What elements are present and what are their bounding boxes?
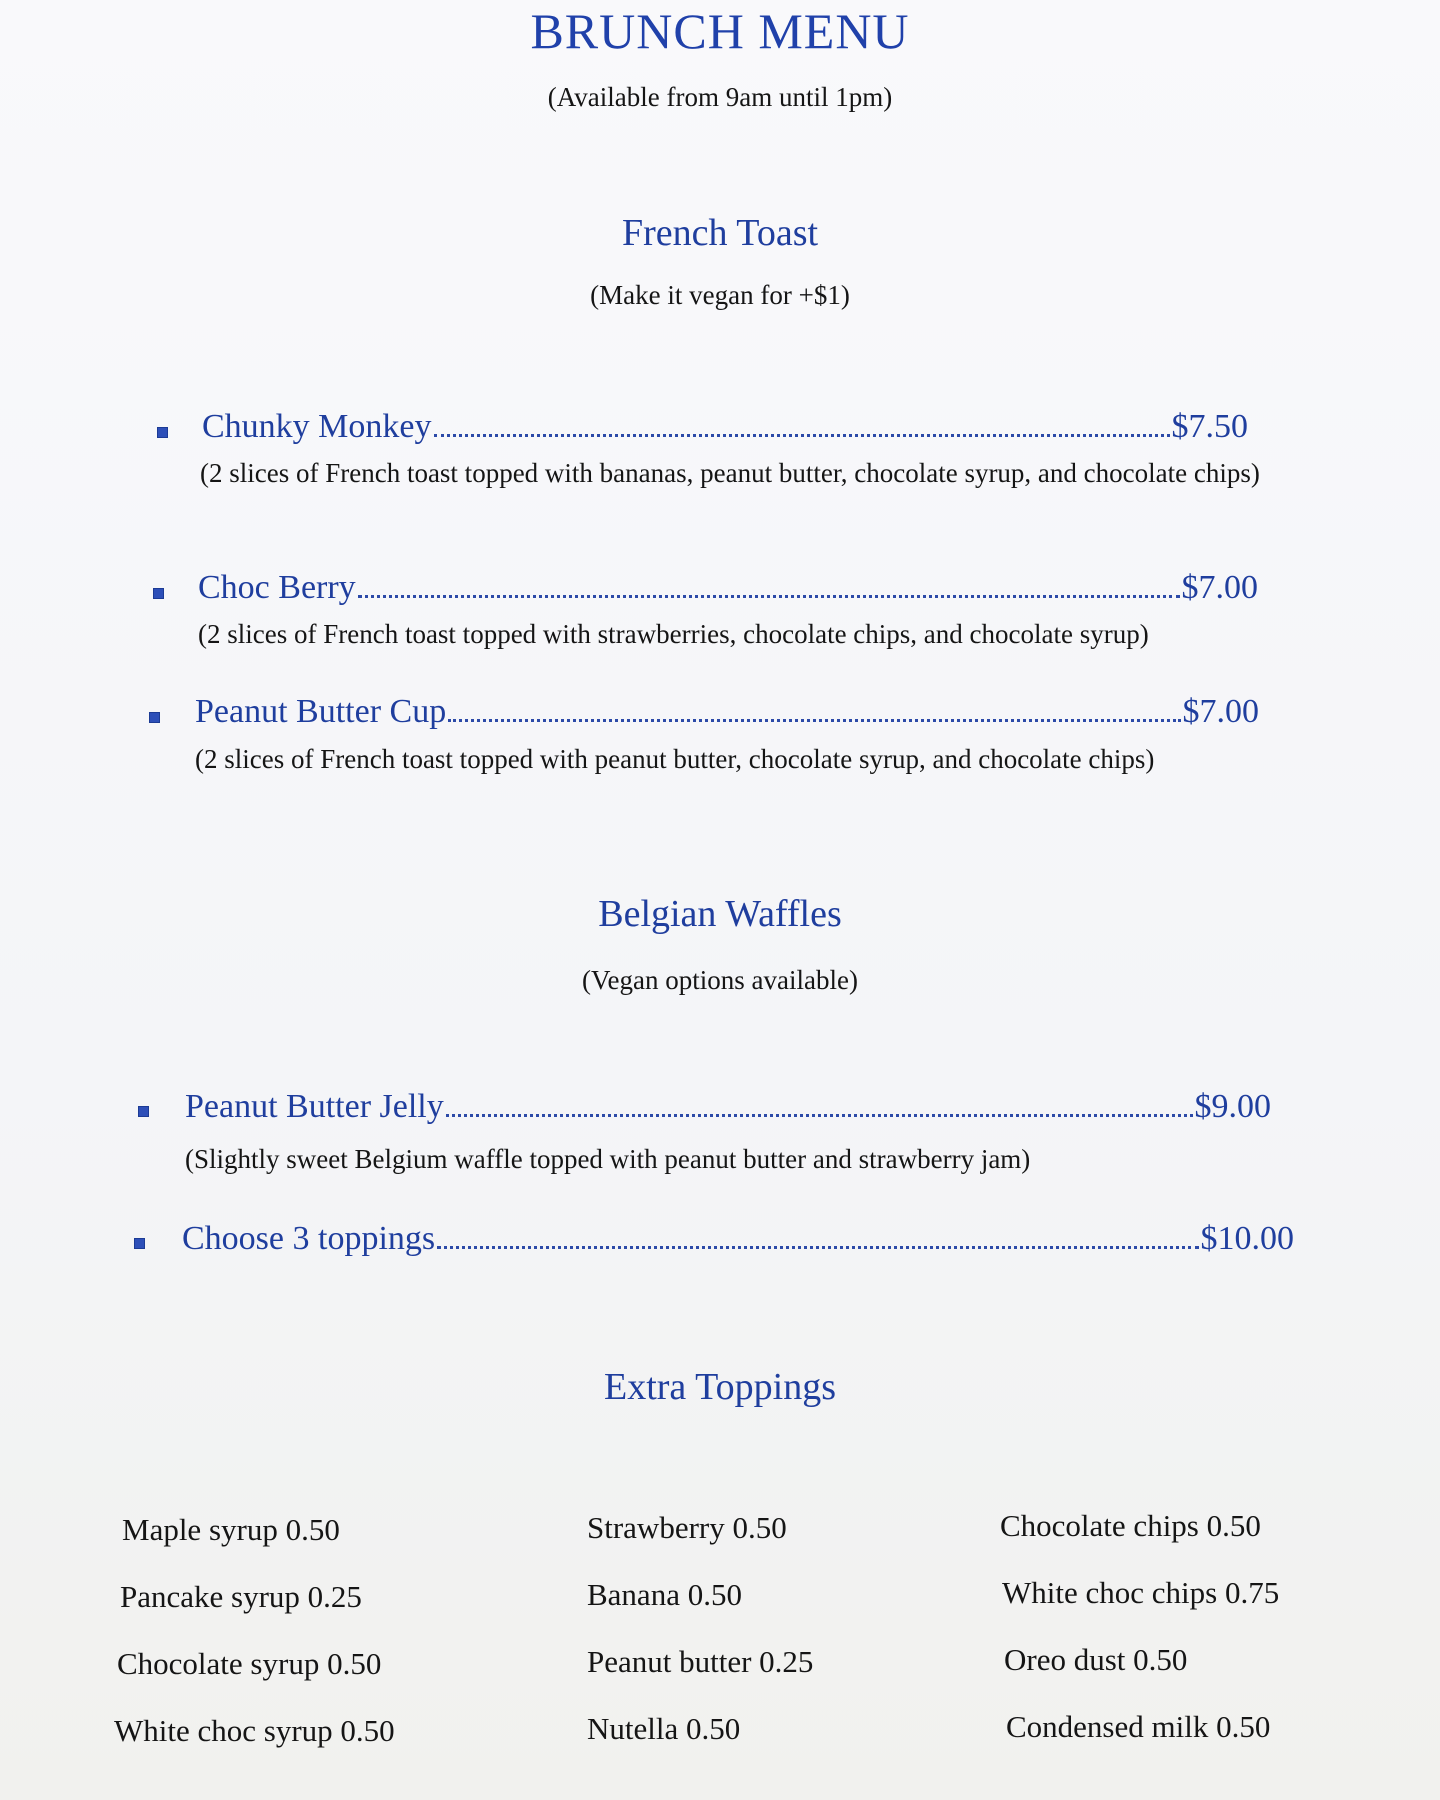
french-toast-heading: French Toast <box>621 212 819 254</box>
item-price: $7.00 <box>1182 693 1259 730</box>
bullet-icon <box>153 588 164 599</box>
french-toast-note: (Make it vegan for +$1) <box>590 280 850 310</box>
item-price: $7.50 <box>1171 408 1248 445</box>
item-name: Peanut Butter Cup <box>195 693 447 730</box>
item-name: Chunky Monkey <box>202 408 432 445</box>
topping-item: Condensed milk 0.50 <box>1006 1709 1271 1744</box>
topping-item: Strawberry 0.50 <box>587 1510 787 1545</box>
item-description: (2 slices of French toast topped with strawberries, chocolate chips, and chocolate syrup) <box>198 619 1149 649</box>
menu-availability: (Available from 9am until 1pm) <box>547 82 893 112</box>
topping-item: Chocolate chips 0.50 <box>1000 1508 1261 1543</box>
bullet-icon <box>149 712 160 723</box>
topping-item: Nutella 0.50 <box>587 1711 741 1746</box>
menu-item <box>195 693 1259 731</box>
bullet-icon <box>157 427 168 438</box>
leader-dots <box>358 595 1180 598</box>
belgian-waffles-note: (Vegan options available) <box>582 965 858 995</box>
item-price: $7.00 <box>1181 569 1258 606</box>
leader-dots <box>437 1246 1198 1249</box>
belgian-waffles-heading: Belgian Waffles <box>598 893 842 935</box>
topping-item: Chocolate syrup 0.50 <box>117 1646 382 1681</box>
bullet-icon <box>138 1106 149 1117</box>
topping-item: Pancake syrup 0.25 <box>120 1579 362 1614</box>
item-price: $10.00 <box>1200 1220 1294 1257</box>
item-description: (Slightly sweet Belgium waffle topped with peanut butter and strawberry jam) <box>185 1144 1031 1174</box>
topping-item: Oreo dust 0.50 <box>1004 1642 1188 1677</box>
item-description: (2 slices of French toast topped with peanut butter, chocolate syrup, and chocolate chips) <box>195 744 1155 774</box>
menu-item <box>198 569 1258 607</box>
item-name: Peanut Butter Jelly <box>185 1088 444 1125</box>
topping-item: Peanut butter 0.25 <box>587 1644 814 1679</box>
item-price: $9.00 <box>1194 1088 1271 1125</box>
leader-dots <box>446 1114 1193 1117</box>
menu-item <box>182 1220 1294 1258</box>
menu-item <box>202 408 1248 446</box>
topping-item: Maple syrup 0.50 <box>122 1512 340 1547</box>
menu-item <box>185 1088 1271 1126</box>
leader-dots <box>434 434 1170 437</box>
topping-item: White choc syrup 0.50 <box>114 1713 395 1748</box>
bullet-icon <box>134 1238 145 1249</box>
menu-title: BRUNCH MENU <box>530 3 910 59</box>
item-description: (2 slices of French toast topped with bananas, peanut butter, chocolate syrup, and chocolate chips) <box>200 458 1260 488</box>
extra-toppings-heading: Extra Toppings <box>603 1366 836 1408</box>
topping-item: Banana 0.50 <box>587 1577 742 1612</box>
topping-item: White choc chips 0.75 <box>1002 1575 1280 1610</box>
item-name: Choc Berry <box>198 569 356 606</box>
item-name: Choose 3 toppings <box>182 1220 436 1257</box>
leader-dots <box>448 719 1180 722</box>
